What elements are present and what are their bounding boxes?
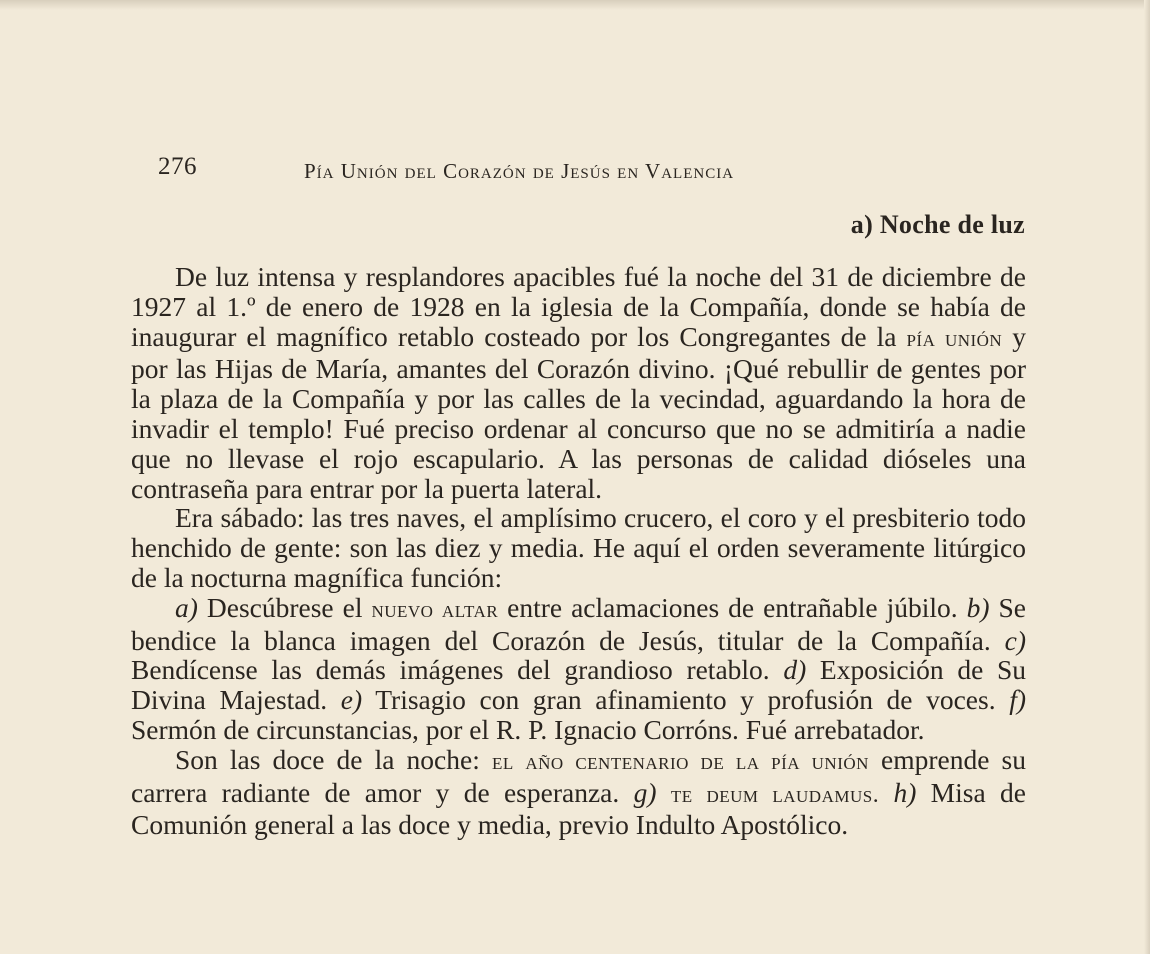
- text-run: Son las doce de la noche:: [175, 743, 492, 775]
- paragraph-2: [131, 503, 1026, 592]
- text-run: Era sábado: las tres naves, el amplísimo crucero, el coro y el presbiterio todo henchido de gente: son las diez y media. He aquí el orden severamente litúrgico de la nocturna magnífica función:: [131, 502, 1026, 593]
- text-run: [879, 777, 893, 808]
- item-marker-b: b): [966, 591, 990, 623]
- text-run: Se bendice la blanca imagen del Corazón de Jesús, titular de la Compañía.: [131, 591, 1027, 656]
- text-run: Misa de Comunión general a las doce y media, previo Indulto Apostólico.: [131, 776, 1026, 841]
- item-marker-c: c): [1004, 624, 1026, 656]
- item-marker-f: f): [1009, 684, 1026, 716]
- item-marker-h: h): [893, 776, 917, 808]
- small-caps-run: pía unión: [906, 325, 1003, 352]
- item-marker-e: e): [340, 684, 363, 716]
- text-run: Sermón de circunstancias, por el R. P. Ignacio Corróns. Fué arrebatador.: [131, 713, 925, 745]
- item-marker-a: a): [175, 591, 198, 623]
- page-right-edge: [1144, 0, 1150, 954]
- page-top-edge: [0, 0, 1150, 10]
- page-number: 276: [158, 153, 197, 180]
- small-caps-run: te deum laudamus.: [670, 781, 880, 808]
- text-run: [656, 777, 670, 808]
- section-title: a) Noche de luz: [850, 210, 1025, 239]
- paragraph-1: [131, 262, 1026, 503]
- text-run: emprende su carrera radiante de amor y de esperanza.: [131, 743, 1026, 808]
- text-run: De luz intensa y resplandores apacibles fué la noche del 31 de diciembre de 1927 al 1.º de enero de 1928 en la iglesia de la Compañía, donde se había de inaugurar el magnífico retablo costeado por los Congregantes de la: [131, 261, 1026, 352]
- small-caps-run: el año centenario de la pía unión: [491, 748, 869, 775]
- running-head: Pía Unión del Corazón de Jesús en Valencia: [304, 159, 735, 183]
- item-marker-d: d): [783, 654, 807, 686]
- text-run: y por las Hijas de María, amantes del Corazón divino. ¡Qué rebullir de gentes por la plaza de la Compañía y por las calles de la vecindad, aguardando la hora de invadir el templo! Fué preciso ordenar al concurso que no se admitiría a nadie que no llevase el rojo escapulario. A las personas de calidad dióseles una contraseña para entrar por la puerta lateral.: [131, 320, 1027, 504]
- text-run: entre aclamaciones de entrañable júbilo.: [498, 591, 967, 623]
- paragraph-3: [131, 593, 1026, 745]
- item-marker-g: g): [633, 776, 657, 808]
- small-caps-run: nuevo altar: [371, 596, 499, 623]
- body-text: [131, 262, 1026, 840]
- paragraph-4: [131, 745, 1026, 840]
- text-run: Descúbrese el: [197, 591, 372, 623]
- text-run: Exposición de Su Divina Majestad.: [131, 654, 1026, 716]
- text-run: Trisagio con gran afinamiento y profusión de voces.: [362, 684, 1010, 716]
- text-run: Bendícense las demás imágenes del grandioso retablo.: [131, 654, 784, 686]
